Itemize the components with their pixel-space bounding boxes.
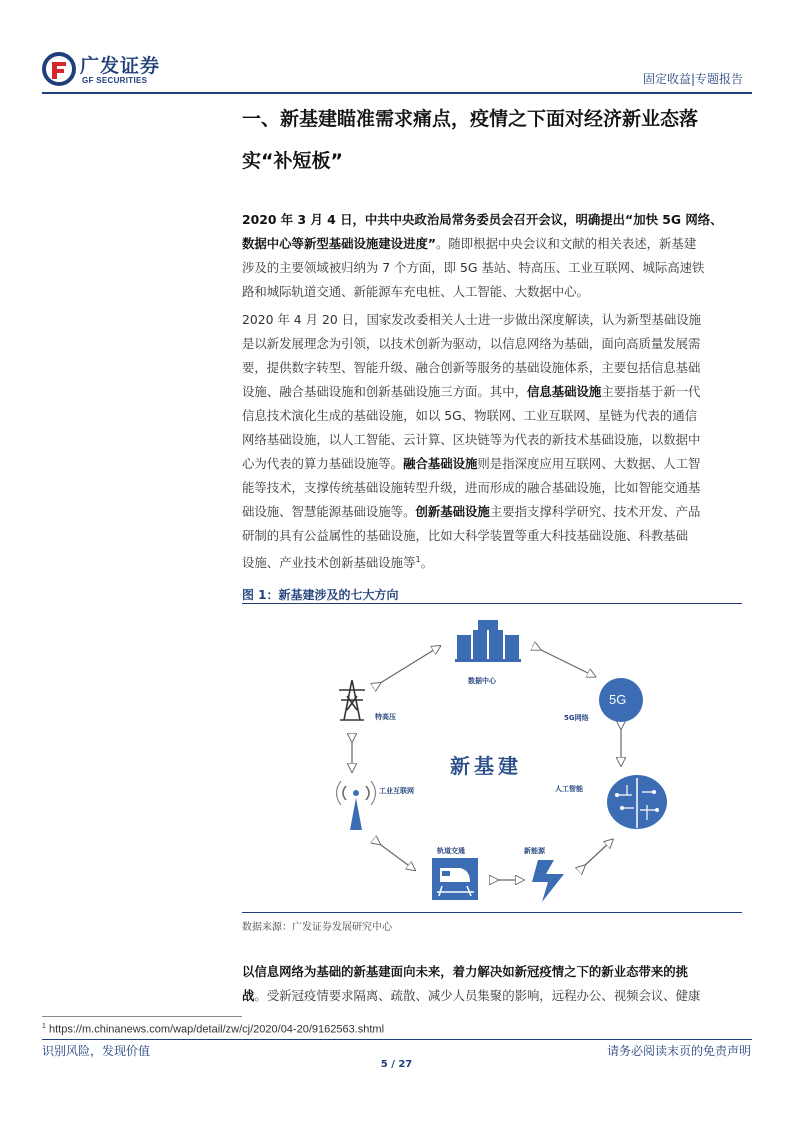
para1-bold-l1: 2020 年 3 月 4 日，中共中央政治局常务委员会召开会议，明确提出“加快 5G 网络、 — [242, 212, 723, 227]
figure-source: 数据来源：广发证券发展研究中心 — [242, 922, 392, 933]
figure-bottom-rule — [242, 912, 742, 913]
para2-l11-end: 。 — [420, 555, 433, 571]
para2-l7c: 则是指深度应用互联网、大数据、人工智 — [477, 456, 701, 471]
section-title-line1: 一、新基建瞄准需求痛点，疫情之下面对经济新业态落 — [242, 108, 699, 130]
footer-rule — [42, 1039, 752, 1040]
label-uhv: 特高压 — [375, 713, 396, 721]
para2-l6: 网络基础设施，以人工智能、云计算、区块链等为代表的新技术基础设施，以数据中 — [242, 432, 701, 447]
label-rail: 轨道交通 — [437, 847, 465, 855]
page-number: 5 / 27 — [380, 1059, 413, 1070]
arrow-uhv-datacenter — [377, 648, 437, 685]
para2-l1: 2020 年 4 月 20 日，国家发改委相关人士进一步做出深度解读，认为新型基础设施 — [242, 312, 701, 327]
para2-l5: 信息技术演化生成的基础设施，如以 5G、物联网、工业互联网、星链为代表的通信 — [242, 408, 698, 423]
label-datacenter: 数据中心 — [468, 677, 496, 685]
footnote — [42, 1023, 384, 1036]
uhv-tower-icon — [339, 680, 365, 720]
label-ai: 人工智能 — [555, 785, 583, 793]
ai-brain-icon — [607, 775, 667, 829]
arrow-iiot-rail — [377, 842, 412, 868]
para2-l9-bold: 创新基础设施 — [415, 504, 490, 519]
diagram-center-label: 新基建 — [450, 754, 522, 778]
paragraph-3 — [242, 960, 752, 1008]
para2-l11: 设施、产业技术创新基础设施等 — [242, 555, 416, 571]
brand-name-en: GF SECURITIES — [82, 76, 148, 85]
footer-disclaimer[interactable]: 请务必阅读末页的免责声明 — [606, 1044, 751, 1058]
para2-l8: 能等技术，支撑传统基础设施转型升级，进而形成的融合基础设施，比如智能交通基 — [242, 480, 701, 495]
label-iiot: 工业互联网 — [379, 787, 414, 795]
iiot-antenna-icon — [337, 781, 376, 830]
para3-text-l2: 。受新冠疫情要求隔离、疏散、减少人员集聚的影响，远程办公、视频会议、健康 — [254, 988, 701, 1003]
header-rule — [42, 92, 752, 94]
footnote-rule — [42, 1016, 242, 1017]
para2-l4c: 主要指基于新一代 — [601, 384, 701, 399]
para1-text-l4: 路和城际轨道交通、新能源车充电桩、人工智能、大数据中心。 — [242, 284, 589, 299]
para1-bold-l2: 数据中心等新型基础设施建设进度” — [242, 236, 437, 251]
para2-l10: 研制的具有公益属性的基础设施，比如大科学装置等重大科技基础设施、科教基础 — [242, 528, 689, 543]
footnote-number: 1 — [42, 1023, 46, 1030]
new-infrastructure-diagram — [242, 610, 742, 910]
figure-title: 图 1：新基建涉及的七大方向 — [242, 588, 399, 602]
arrow-energy-ai — [582, 842, 610, 868]
para2-l3: 要，提供数字转型、智能升级、融合创新等服务的基础设施体系，主要包括信息基础 — [242, 360, 701, 375]
paragraph-2 — [242, 308, 752, 572]
para2-l9a: 础设施、智慧能源基础设施等。 — [242, 504, 416, 519]
rail-transit-icon — [432, 858, 478, 900]
para3-bold-l1: 以信息网络为基础的新基建面向未来，着力解决如新冠疫情之下的新业态带来的挑 — [242, 964, 689, 979]
para3-bold-l2: 战 — [242, 988, 255, 1003]
footer-slogan: 识别风险，发现价值 — [42, 1044, 151, 1058]
label-5g: 5G网络 — [564, 714, 589, 722]
new-energy-icon — [532, 860, 564, 902]
footnote-ref[interactable]: 1 — [415, 555, 421, 564]
figure-top-rule — [242, 603, 742, 604]
para2-l9c: 主要指支撑科学研究、技术开发、产品 — [489, 504, 701, 519]
section-title-line2: 实“补短板” — [242, 150, 343, 172]
para2-l4a: 设施、融合基础设施和创新基础设施三方面。其中， — [242, 384, 527, 399]
label-energy: 新能源 — [524, 847, 545, 855]
brand-name-cn: 广发证券 — [80, 55, 161, 77]
arrow-datacenter-5g — [537, 648, 592, 675]
5g-badge-text: 5G — [609, 692, 627, 707]
para2-l7-bold: 融合基础设施 — [403, 456, 478, 471]
datacenter-icon — [455, 620, 521, 662]
paragraph-1 — [242, 208, 752, 304]
para2-l7a: 心为代表的算力基础设施等。 — [242, 456, 404, 471]
para1-text-l3: 涉及的主要领域被归纳为 7 个方面，即 5G 基站、特高压、工业互联网、城际高速铁 — [242, 260, 705, 275]
para2-l2: 是以新发展理念为引领，以技术创新为驱动，以信息网络为基础，面向高质量发展需 — [242, 336, 701, 351]
report-category: 固定收益|专题报告 — [642, 72, 743, 86]
para1-text-l2: 。随即根据中央会议和文献的相关表述，新基建 — [436, 236, 697, 251]
para2-l4-bold: 信息基础设施 — [526, 384, 602, 399]
footnote-link[interactable]: https://m.chinanews.com/wap/detail/zw/cj/2020/04-20/9162563.shtml — [48, 1023, 385, 1036]
gf-logo-icon — [42, 52, 76, 86]
